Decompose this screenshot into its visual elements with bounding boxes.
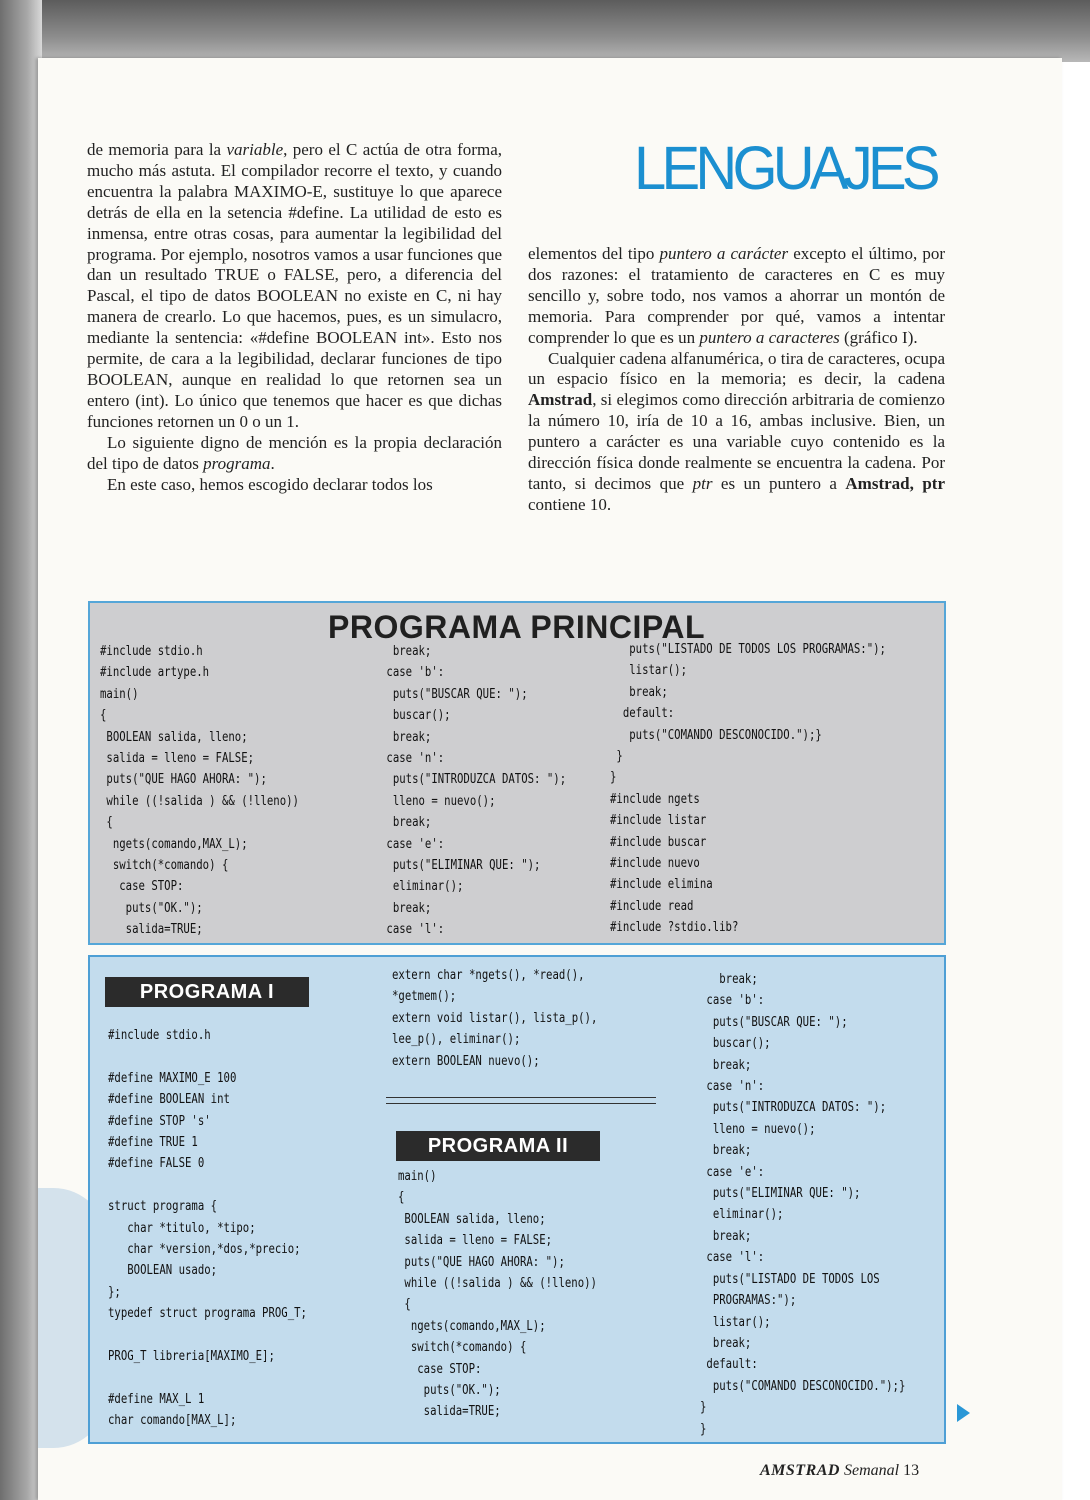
scan-background-top: [0, 0, 1090, 62]
magazine-issue: Semanal: [843, 1462, 900, 1479]
text-run: de memoria para la: [87, 140, 227, 159]
text-run: Cualquier cadena alfanumérica, o tira de caracteres, ocupa un espacio físico en la memoria; es decir, la cadena: [528, 348, 945, 389]
text-run: .: [270, 453, 275, 473]
code-column-1: #include stdio.h #include artype.h main() { BOOLEAN salida, lleno; salida = lleno = FALSE; puts("QUE HAGO AHORA: "); while ((!salida ) && (!lleno)) { ngets(comando,MAX_L); switch(*comando) { case STOP: puts("OK."); salida=TRUE;: [100, 644, 299, 938]
text-run: es un puntero a: [712, 473, 846, 493]
text-run: contiene 10.: [528, 494, 612, 514]
programa-ii-label: PROGRAMA II: [396, 1131, 600, 1161]
listing-title: PROGRAMA PRINCIPAL: [328, 609, 705, 645]
section-title: LENGUAJES: [634, 134, 936, 202]
text-run: elementos del tipo: [528, 244, 660, 263]
programa-ii-code: main() { BOOLEAN salida, lleno; salida = lleno = FALSE; puts("QUE HAGO AHORA: "); while ((!salida ) && (!lleno)) { ngets(comando,MAX_L); switch(*comando) { case STOP: puts("OK."); salida=TRUE;: [398, 1169, 597, 1420]
emphasis-text: programa: [203, 453, 271, 473]
article-column-right: [528, 244, 945, 516]
emphasis-text: puntero a caracteres: [699, 327, 840, 347]
code-column-3: puts("LISTADO DE TODOS LOS PROGRAMAS:"); listar(); break; default: puts("COMANDO DESCONOCIDO.");} } } #include ngets #include listar #include buscar #include nuevo #include elimina #include read #include ?stdio.lib?: [610, 642, 886, 936]
bold-text: Amstrad: [528, 390, 593, 410]
article-paragraph: [528, 244, 945, 349]
bold-text: Amstrad, ptr: [845, 473, 945, 493]
programa-i-label: PROGRAMA I: [105, 977, 309, 1007]
code-column-2: break; case 'b': puts("BUSCAR QUE: "); buscar(); break; case 'n': puts("INTRODUZCA DATOS: "); lleno = nuevo(); break; case 'e': puts("ELIMINAR QUE: "); eliminar(); break; case 'l':: [386, 644, 567, 938]
emphasis-text: ptr: [692, 473, 713, 493]
text-run: , si elegimos como dirección arbitraria de comienzo la número 10, iría de 10 a 16, ambas inclusive. Bien, un puntero a carácter es una variable cuyo contenido es la dirección física donde realmente se encuentra la cadena. Por tanto, si decimos que: [528, 390, 945, 493]
page-number: 13: [903, 1462, 920, 1479]
text-run: (gráfico I).: [839, 327, 918, 347]
magazine-name: AMSTRAD: [760, 1462, 840, 1479]
emphasis-text: variable: [226, 140, 284, 159]
article-paragraph: [87, 140, 502, 433]
scan-background-left: [0, 0, 42, 1500]
text-run: En este caso, hemos escogido declarar todos los: [107, 474, 433, 494]
text-run: excepto el último, por dos razones: el tratamiento de caracteres en C es muy sencillo y, sobre todo, nos vamos a ahorrar un montón de memoria. Para comprender por qué, vamos a intentar comprender lo que es un: [528, 244, 945, 347]
article-paragraph: [528, 349, 945, 516]
extern-declarations-code: extern char *ngets(), *read(), *getmem(); extern void listar(), lista_p(), lee_p(), eliminar(); extern BOOLEAN nuevo();: [392, 968, 598, 1069]
double-rule-divider: [386, 1097, 656, 1104]
programa-i-code: #include stdio.h #define MAXIMO_E 100 #define BOOLEAN int #define STOP 's' #define TRUE 1 #define FALSE 0 struct programa { char *titulo, *tipo; char *version,*dos,*precio; BOOLEAN usado; }; typedef struct programa PROG_T; PROG_T libreria[MAXIMO_E]; #define MAX_L 1 char comando[MAX_L];: [108, 1028, 307, 1429]
emphasis-text: puntero a carácter: [659, 244, 789, 263]
text-run: , pero el C actúa de otra forma, mucho más astuta. El compilador recorre el texto, y cuando encuentra la palabra MAXIMO-E, sustituye lo que aparece detrás de ella en la setencia #define. La utilidad de esto es inmensa, entre otras cosas, para aumentar la legibilidad del programa. Por ejemplo, nosotros vamos a usar funciones que dan un resultado TRUE o FALSE, pero, a diferencia del Pascal, el tipo de datos BOOLEAN no existe en C, ni hay manera de crearlo. Lo que hacemos, pues, es un simulacro, mediante la sentencia: «#define BOOLEAN int». Esto nos permite, de cara a la legibilidad, declarar funciones de tipo BOOLEAN, aunque en realidad lo que retornen sea un entero (int). Lo único que tenemos que hacer es que dichas funciones retornen un 0 o un 1.: [87, 140, 502, 431]
article-paragraph: [87, 433, 502, 475]
listing-programas-i-ii: [88, 955, 946, 1444]
programa-ii-code-continued: break; case 'b': puts("BUSCAR QUE: "); buscar(); break; case 'n': puts("INTRODUZCA DATOS: "); lleno = nuevo(); break; case 'e': puts("ELIMINAR QUE: "); eliminar(); break; case 'l': puts("LISTADO DE TODOS LOS PROGRAMAS:"); listar(); break; default: puts("COMANDO DESCONOCIDO.");} } }: [700, 972, 906, 1437]
article-paragraph: [87, 475, 502, 496]
article-column-left: [87, 140, 502, 495]
triangle-right-icon: [957, 1404, 970, 1422]
page-footer: [760, 1462, 919, 1480]
listing-programa-principal: [88, 601, 946, 945]
text-run: Lo siguiente digno de mención es la propia declaración del tipo de datos: [87, 432, 502, 473]
